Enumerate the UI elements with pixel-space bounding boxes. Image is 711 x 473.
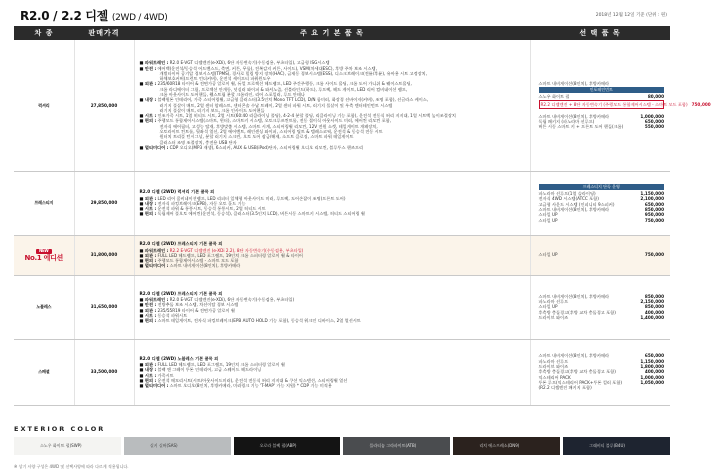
option-price: 750,000 [644, 217, 664, 223]
option-name: 드라이브 와이즈 [538, 314, 569, 320]
table-row [14, 171, 670, 235]
spec-label: ■ 파워트레인 : [139, 60, 169, 66]
spec-label: ■ 시트 : [139, 372, 157, 378]
spec-text: 블랙원톤 인테리어, 가죽 스티어링휠, 고급형 클러스터(3.5인치 Mono TFT LCD), D/N 룸미러, 화장경 선바이저(커버), 조명 포함), 선글라스 케이스, [157, 97, 429, 103]
option-price: 850,000 [644, 293, 664, 299]
option-price: 1,150,000 [640, 358, 664, 364]
color-swatch[interactable]: 그래비티 블루(B4U) [563, 437, 670, 455]
spec-line [140, 211, 525, 216]
table-row [14, 275, 670, 339]
option-name: (R2.2 디젤엔진 패키지 포함) [538, 385, 592, 391]
spec-text: 개별타이어 공기압 경보시스템(TPMS), 경사로 밀림 방지 장치(HAC), 급제동 경보시스템(ESS), 디스크브레이크(전륜/후륜), 유아용 시트 고정장치, [159, 70, 428, 76]
option-name: 드라이브 와이즈 [538, 364, 569, 370]
option-name: R2.2 디젤엔진 + 8단 자동변속기 (주행모드 통합제어시스템 - 스마트 모드 포함) [540, 101, 688, 107]
exterior-color-section [14, 425, 670, 455]
spec-text: 전방추돌 보조 시스템, 차선이탈 경보 시스템 [157, 302, 239, 308]
option-item[interactable] [539, 252, 665, 257]
spec-text: 러기지 풀살이 매트, 러기지 보드, 크롬 인사이드 도어핸들 [159, 107, 265, 113]
option-cell [530, 339, 670, 405]
color-swatch[interactable]: 플라티늄 그라파이트(ATB) [343, 437, 450, 455]
spec-label: ■ 편의 : [139, 118, 157, 124]
color-swatch-list [14, 437, 670, 455]
option-price: 850,000 [644, 304, 664, 310]
option-price: 1,150,000 [640, 191, 664, 197]
option-name: 스마트 내비게이션(8인치), 후방카메라 [538, 353, 610, 359]
option-name: 스노우 화이트 펄 [538, 94, 570, 100]
spec-label: ■ 파워트레인 : [139, 296, 169, 302]
option-price: 1,000,000 [640, 374, 664, 380]
option-name: 파노라마 선루프 [538, 358, 569, 364]
option-price: 750,000 [691, 101, 711, 107]
spec-label: ■ 멀티미디어 : [139, 383, 169, 389]
spec-line [140, 383, 525, 388]
spec-text: R2.0 E-VGT 디젤엔진(e-XDi), 6단 자동변속기(수동겸용, 부츠타입) [169, 296, 295, 302]
price-cell: 31,650,000 [74, 275, 134, 339]
price-cell: 29,850,000 [74, 171, 134, 235]
trim-cell [14, 40, 74, 171]
option-price: 400,000 [644, 309, 664, 315]
spec-label: ■ 멀티미디어 : [139, 263, 169, 269]
option-price: 750,000 [644, 252, 664, 258]
spec-intro: R2.0 디젤 (2WD) 럭셔리 기본 품목 외 [139, 189, 215, 195]
option-price: 400,000 [644, 369, 664, 375]
spec-text: 스마트 오디오(8인치, 후방카메라, 미러링크 기능 'T-MAP' 가능 지원) * CDP 기능 미적용 [169, 383, 332, 389]
option-price: 550,000 [644, 124, 664, 130]
spec-label: ■ 편의 : [139, 377, 157, 383]
spec-label: ■ 편의 : [139, 211, 157, 217]
price-cell: 31,800,000 [74, 235, 134, 275]
color-swatch[interactable]: 오로라 블랙 펄(ABP) [234, 437, 341, 455]
trim-name: 노블레스 [36, 304, 52, 310]
spec-label: ■ 시트 : [139, 206, 157, 212]
spec-text: 235/60R18 타이어 & 전면가공 알로이 휠, 듀얼 프로젝션 헤드램프, LED 주간주행등, 크롬 사이드 몰딩, 크롬 도어 가니쉬 & 웨이스트몰딩, [157, 81, 412, 87]
option-item[interactable] [539, 315, 665, 320]
option-item[interactable] [539, 218, 665, 223]
spec-text: 전자식 파킹브레이크(EPB), 자동 오토 홀드 기능 [157, 200, 246, 206]
spec-cell [134, 171, 530, 235]
option-name: 스타일 UP [538, 304, 558, 310]
spec-label: ■ 안전 : [139, 302, 157, 308]
option-name: 전자식 4WD 시스템(ATCC 포함) [538, 196, 599, 202]
spec-cell [134, 339, 530, 405]
option-item[interactable] [539, 385, 665, 390]
spec-label: ■ 외관 : [139, 252, 157, 258]
color-swatch[interactable]: 리치 에스프레소(DN9) [453, 437, 560, 455]
spec-text: R2.2 E-VGT 디젤엔진 (e-XDi 2.2), 8단 자동변속기(수동겸용, 부츠타입) [169, 247, 304, 253]
option-name: 스마트 내비게이션(8인치), 후방카메라 [538, 293, 610, 299]
option-name: 스타일 UP [538, 252, 558, 258]
spec-cell [134, 40, 530, 171]
option-price: 1,050,000 [640, 379, 664, 385]
option-item[interactable] [539, 81, 665, 86]
option-cell [530, 40, 711, 171]
option-name: 투톤 루프(익스테리어 PACK+투톤 컬러 포함) [538, 379, 622, 385]
spec-text: 스마트 내비게이션(8인치), 후방카메라 [169, 263, 241, 269]
option-cell [530, 171, 670, 235]
spec-text: 235/55R19 타이어 & 전면가공 알로이 휠 [157, 307, 235, 313]
exterior-color-title: EXTERIOR COLOR [14, 425, 106, 433]
option-price: 2,100,000 [640, 196, 664, 202]
price-cell: 27,850,000 [74, 40, 134, 171]
table-header-row [14, 26, 670, 40]
spec-label: ■ 편의 : [139, 318, 157, 324]
spec-intro: R2.0 디젤 (2WD) 노블레스 기본 품목 외 [139, 355, 219, 361]
option-name: 스마트 내비게이션(8인치), 후방카메라 [538, 113, 610, 119]
spec-text: 운전석 메모리시트(시트/아웃사이드미러), 운전석 전동식 허리 지지대 & 쿠션 익스텐션, 스티어링휠 열선 [157, 377, 348, 383]
page-header [0, 0, 683, 28]
spec-line [140, 145, 525, 150]
spec-label: ■ 외관 : [139, 195, 157, 201]
spec-label: ■ 내장 : [139, 97, 157, 103]
spec-text: 주행모드 통합제어시스템 - 스마트 모드 포함 [157, 258, 239, 264]
spec-intro: R2.0 디젤 (2WD) 프레스티지 기본 품목 외 [139, 290, 223, 296]
option-price: 950,000 [644, 212, 664, 218]
table-row [14, 40, 670, 171]
spec-text: 하체보호커버(프런트 언더커버), 운전석 세이프티 파워윈도우 [159, 76, 271, 82]
spec-text: 운전석 파워 & 통풍시트, 동승석 통풍시트, 2열 히티드 시트 [157, 206, 266, 212]
option-name: 스타일 UP [538, 217, 558, 223]
trim-name: 스페셜 [38, 369, 50, 375]
option-cell [530, 275, 670, 339]
option-price: 650,000 [644, 201, 664, 207]
price-cell: 33,500,000 [74, 339, 134, 405]
spec-text: 인조가죽 시트, 1열 히티드 시트, 2열 시트(60:40 리클라이닝 폴딩), 4-2-4 분할 폴딩, 리클라이닝 기능 포함), 운전석 전동식 허리 지지대, 1열 시트백 높이조절장치 [157, 113, 456, 119]
option-name: 파노라마 선루프 [538, 299, 569, 305]
trim-name: 프레스티지 [34, 200, 54, 206]
spec-label: ■ 멀티미디어 : [139, 144, 169, 150]
option-name: 익스테리어 PACK [538, 374, 571, 380]
col-header-options: 선 택 품 목 [530, 26, 670, 40]
option-name: 스마트 내비게이션(8인치), 후방카메라 [538, 80, 610, 86]
option-price: 2,150,000 [640, 299, 664, 305]
option-price: 850,000 [644, 207, 664, 212]
option-price: 80,000 [647, 94, 664, 100]
option-item[interactable] [539, 124, 665, 129]
option-price: 650,000 [644, 119, 664, 125]
spec-text: 오토라이트 컨트롤, 뒷좌석 열선, 2열 에어벤트, 레인센싱 와이퍼, 스티어링 틸트 & 텔레스코픽, 운전석 & 동승석 전동 시트 [159, 129, 383, 135]
option-item[interactable] [539, 100, 711, 108]
spec-text: 전자식 에어필터, 고성능 탑재, 후방맞춤 시스템, 스마트 시계, 스티어링휠 리모컨, 12V 전원 소켓, 테일게이트 개폐장치, [159, 123, 378, 129]
spec-label: ■ 안전 : [139, 65, 157, 71]
trim-cell [14, 339, 74, 405]
option-price: 650,000 [644, 353, 664, 359]
option-group-header: 프레스티지 단독 운영 [539, 184, 665, 190]
spec-label: ■ 외관 : [139, 361, 157, 367]
spec-label: ■ 편의 : [139, 258, 157, 264]
spec-text: 러기지 풀살이 매트, 2열 센터 암레스트, 센터콘솔 수납 트레이, 2열 센터 파워 시트, 러기지 풀살이 및 우측 엔터테인먼트 시스템 [159, 102, 393, 108]
spec-text: CDP 오디오(MP3 재생), 6스피커, AUX & USB(iPod)단자, 스티어링휠 오디오 리모컨, 블루투스 핸즈프리 [169, 144, 363, 150]
option-name: 버튼 시동 스마트 키 + 프론트 도어 핸들(크롬) [538, 124, 624, 130]
spec-text: 블랙 앤 그레이 투톤 인테리어, 고급 스웨이드 헤드라이닝 [157, 367, 262, 373]
price-date: 2018년 12월 12일 기준 (단위 : 원) [595, 13, 667, 18]
spec-label: ■ 내장 : [139, 367, 157, 373]
spec-label: ■ 파워트레인 : [139, 247, 169, 253]
spec-text: 스마트 테일게이트, 전자식 파킹브레이크(EPB AUTO HOLD 기능 포함), 동승석 워크인 디바이스, 2열 열선시트 [157, 318, 361, 324]
spec-label: ■ 시트 : [139, 113, 157, 119]
option-price: 1,000,000 [640, 113, 664, 119]
spec-text: 독립제어 풀오토 에어컨(운전석, 동승석), 클러스터(3.5인치 LCD), 버튼시동 스마트키 시스템, 히티드 스티어링 휠 [157, 211, 365, 217]
option-name: 스마트 내비게이션(8인치), 후방카메라 [538, 207, 610, 212]
trim-cell [14, 275, 74, 339]
trim-cell [14, 235, 74, 275]
spec-cell [134, 275, 530, 339]
spec-text: R2.0 E-VGT 디젤엔진(e-XDi), 6단 자동변속기(수동겸용, 부츠타입), 고급형 ISG시스템 [169, 60, 330, 66]
col-header-spec: 주 요 기 본 품 목 [134, 26, 530, 40]
spec-intro: R2.0 디젤 (2WD) 프레스티지 기본 품목 외 [139, 241, 223, 247]
option-cell [530, 235, 670, 275]
spec-text: 클러스터 조명 조절장치, 충전용 USB 단자 [159, 139, 237, 145]
spec-label: ■ 시트 : [139, 312, 157, 318]
spec-text: FULL LED 헤드램프, LED 포그램프, 19인치 크롬 스퍼터링 알로이 휠 & 타이어 [157, 252, 303, 258]
option-name: 스타일 UP [538, 212, 558, 218]
option-group-header: 인포테인먼트 [539, 87, 665, 93]
spec-label: ■ 내장 : [139, 200, 157, 206]
new-edition-badge [24, 249, 63, 262]
spec-text: 가죽시트 [157, 372, 174, 378]
option-name: 후측방 충돌경고(후방 교차 충돌경고 포함) [538, 369, 616, 375]
trim-cell [14, 171, 74, 235]
table-row [14, 235, 670, 275]
spec-text: 원터치 트리플 턴시그널, 분할 러기지 스크린, 오토 도어 잠금/해제, 소프트 클로징, 스마트 파워 테일게이트 [159, 134, 354, 140]
spec-text: FULL LED 헤드램프, LED 포그램프, 19인치 크롬 스퍼터링 알로이 휠 [157, 361, 285, 367]
spec-text: 에어백(운전석/동승석 어드밴스드, 측면, 커튼, 무릎), 전복감지 커튼, 사이드), VSM(차세대ESC), 후방 주차 보조 시스템, [157, 65, 377, 71]
option-price: 1,800,000 [640, 364, 664, 370]
new-label: NEW [36, 249, 52, 254]
option-item[interactable] [539, 94, 665, 99]
spec-text: 크롬 아웃사이드 도어핸들, 웰스트립 분할 크롬라인, 리어 스포일러, 루프 안테나 [159, 92, 305, 97]
option-name: 후측방 충돌경고(후방 교차 충돌경고 포함) [538, 309, 616, 315]
option-name: 고급형 사운드 시스템 (인피니티 9스피커) [538, 201, 615, 207]
spec-text: 주행모드 통합제어시스템(스마트, 윈터), 스마트키 시스템, 오토크루즈컨트롤, 전동 접이식 아웃사이드 미러, 에어컨 리모컨 포함, [157, 118, 392, 124]
spec-label: ■ 외관 : [139, 81, 157, 87]
page-title: R2.0 / 2.2 디젤 (2WD / 4WD) [20, 9, 168, 23]
option-name: 파노라마 선루프(1열 슬라이딩) [538, 191, 596, 197]
spec-text: LED 리어 콤비네이션램프, LED 리피터 일체형 아웃사이드 미러, 루프랙, 도어손잡이 조명(프론트 도어) [157, 195, 346, 201]
table-row [14, 339, 670, 405]
spec-text: 동승석 파워시트 [157, 312, 188, 318]
color-swatch[interactable]: 스노우 화이트 펄(SWP) [14, 437, 121, 455]
spec-line [140, 263, 525, 268]
col-header-trim: 차 종 [14, 26, 74, 40]
spec-cell [134, 235, 530, 275]
spec-text: 크롬 라디에이터 그릴, 프로젝션 안개등, 넛실러 와이퍼 & 와셔노즐, 선블라인드(하드), 루프랙, 헤드 게이트, LED 리어 컴비네이션 램프, [159, 86, 408, 92]
spec-label: ■ 외관 : [139, 307, 157, 313]
option-name: 독립 패키지 (파노라마 선루프) [538, 119, 595, 125]
spec-table [14, 26, 711, 406]
col-header-price: 판매가격 [74, 26, 134, 40]
footnote: ※ 상기 사양 구성은 4WD 및 선택사양에 따라 다르게 적용됩니다. [14, 464, 129, 469]
trim-name: No.1 에디션 [24, 253, 64, 262]
spec-line [140, 318, 525, 323]
option-price: 1,400,000 [640, 314, 664, 320]
color-swatch[interactable]: 실키 실버(SAS) [124, 437, 231, 455]
trim-name: 럭셔리 [38, 102, 50, 108]
